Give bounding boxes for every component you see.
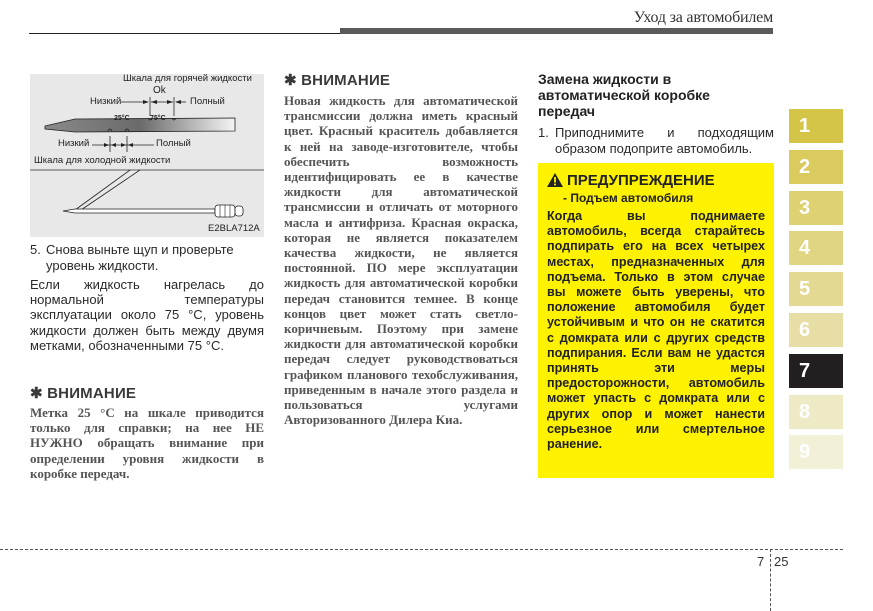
warning-text: Когда вы поднимаете автомобиль, всегда старайтесь подпирать его на всех четырех местах, предназначенных для подъема. Только в этом случае вы можете быть уверены, что положение автомобиля будет устойчивым и что он не скатится с домкрата или с других средств подпирания. Если вам не удастся принять эти меры предосторожности, автомобиль может упасть с домкрата или с других опор и может нанести серьезное или смертельное ранение. xyxy=(547,209,765,452)
chapter-tab-1[interactable] xyxy=(789,109,843,143)
header-bar xyxy=(340,28,773,34)
warning-subtitle: - Подъем автомобиля xyxy=(563,191,694,205)
chapter-tab-label: 2 xyxy=(799,155,811,178)
caution-text-2: Новая жидкость для автоматической трансмиссии должна иметь красный цвет. Красный краситель добавляется к ней на заводе-изготовителе, чтобы обеспечить возможность идентифицировать ее в качестве жидкости для автоматической трансмиссии и отличать от моторного масла и антифриза. Красная окраска, которая не является показателем качества жидкости, не является постоянной. ПО мере эксплуатации жидкость для автоматической коробки передач становится темнее. В конце концов цвет может стать светло-коричневым. Поэтому при замене жидкости для автоматической коробки передач следует руководствоваться графиком планового техобслуживания, приведенным в начале этого раздела и пользоваться услугами Авторизованного Дилера Киа. xyxy=(284,93,518,428)
chapter-number: 7 xyxy=(757,554,765,569)
dipstick-figure xyxy=(30,74,264,237)
chapter-tab-label: 8 xyxy=(799,400,811,423)
footer-rule xyxy=(0,549,843,550)
chapter-tab-5[interactable] xyxy=(789,272,843,306)
dipstick-blade xyxy=(45,118,235,132)
warning-triangle-icon xyxy=(547,173,563,187)
hot-scale-label: Шкала для горячей жидкости xyxy=(123,74,252,84)
temperature-paragraph: Если жидкость нагрелась до нормальной температуры эксплуатации около 75 °C, уровень жидкости должен быть между двумя метками, обозначенными 75 °C. xyxy=(30,277,264,353)
step-number: 5. xyxy=(30,242,41,257)
cold-scale-label: Шкала для холодной жидкости xyxy=(34,155,171,166)
header-rule xyxy=(29,33,341,34)
caution-heading-1: ✱ ВНИМАНИЕ xyxy=(30,385,137,402)
chapter-tab-label: 7 xyxy=(799,359,811,382)
chapter-tab-2[interactable] xyxy=(789,150,843,184)
chapter-tab-label: 4 xyxy=(799,237,811,260)
warning-box xyxy=(538,163,774,478)
step-text: Снова выньте щуп и проверьте уровень жидкости. xyxy=(46,242,234,273)
chapter-tab-6[interactable] xyxy=(789,313,843,347)
chapter-tab-7[interactable] xyxy=(789,354,843,388)
chapter-tab-3[interactable] xyxy=(789,191,843,225)
full-cold-label: Полный xyxy=(156,138,191,149)
chapter-tab-8[interactable] xyxy=(789,395,843,429)
caution-text-1: Метка 25 °C на шкале приводится только для справки; на нее НЕ НУЖНО обращать внимание при определении уровня жидкости в коробке передач. xyxy=(30,405,264,481)
footer-divider xyxy=(770,549,771,611)
full-hot-label: Полный xyxy=(190,96,225,107)
step-5 xyxy=(30,242,266,274)
temp-75-label: 75°C xyxy=(150,115,166,122)
ok-label: Ok xyxy=(153,85,166,96)
chapter-tab-label: 1 xyxy=(799,115,811,137)
step-1 xyxy=(538,125,774,156)
chapter-tab-label: 6 xyxy=(799,319,811,341)
section-title: Замена жидкости в автоматической коробке передач xyxy=(538,71,710,119)
step-number: 1. xyxy=(538,125,549,140)
low-hot-label: Низкий xyxy=(90,96,122,107)
temp-25-label: 25°C xyxy=(114,115,130,122)
chapter-tab-label: 5 xyxy=(799,278,811,301)
caution-heading-2: ✱ ВНИМАНИЕ xyxy=(284,72,391,89)
chapter-tab-label: 3 xyxy=(799,196,811,219)
chapter-tab-label: 9 xyxy=(799,441,811,464)
figure-code: E2BLA712A xyxy=(208,223,260,234)
page-number: 25 xyxy=(774,554,789,569)
warning-title: ПРЕДУПРЕЖДЕНИЕ xyxy=(567,172,715,189)
chapter-tab-9[interactable] xyxy=(789,435,843,469)
low-cold-label: Низкий xyxy=(58,138,90,149)
warning-heading xyxy=(547,172,715,189)
chapter-tab-4[interactable] xyxy=(789,231,843,265)
step-text: Приподнимите и подходящим образом подоприте автомобиль. xyxy=(555,125,774,156)
page-header-title: Уход за автомобилем xyxy=(633,9,773,26)
dipstick-rod xyxy=(63,209,215,213)
